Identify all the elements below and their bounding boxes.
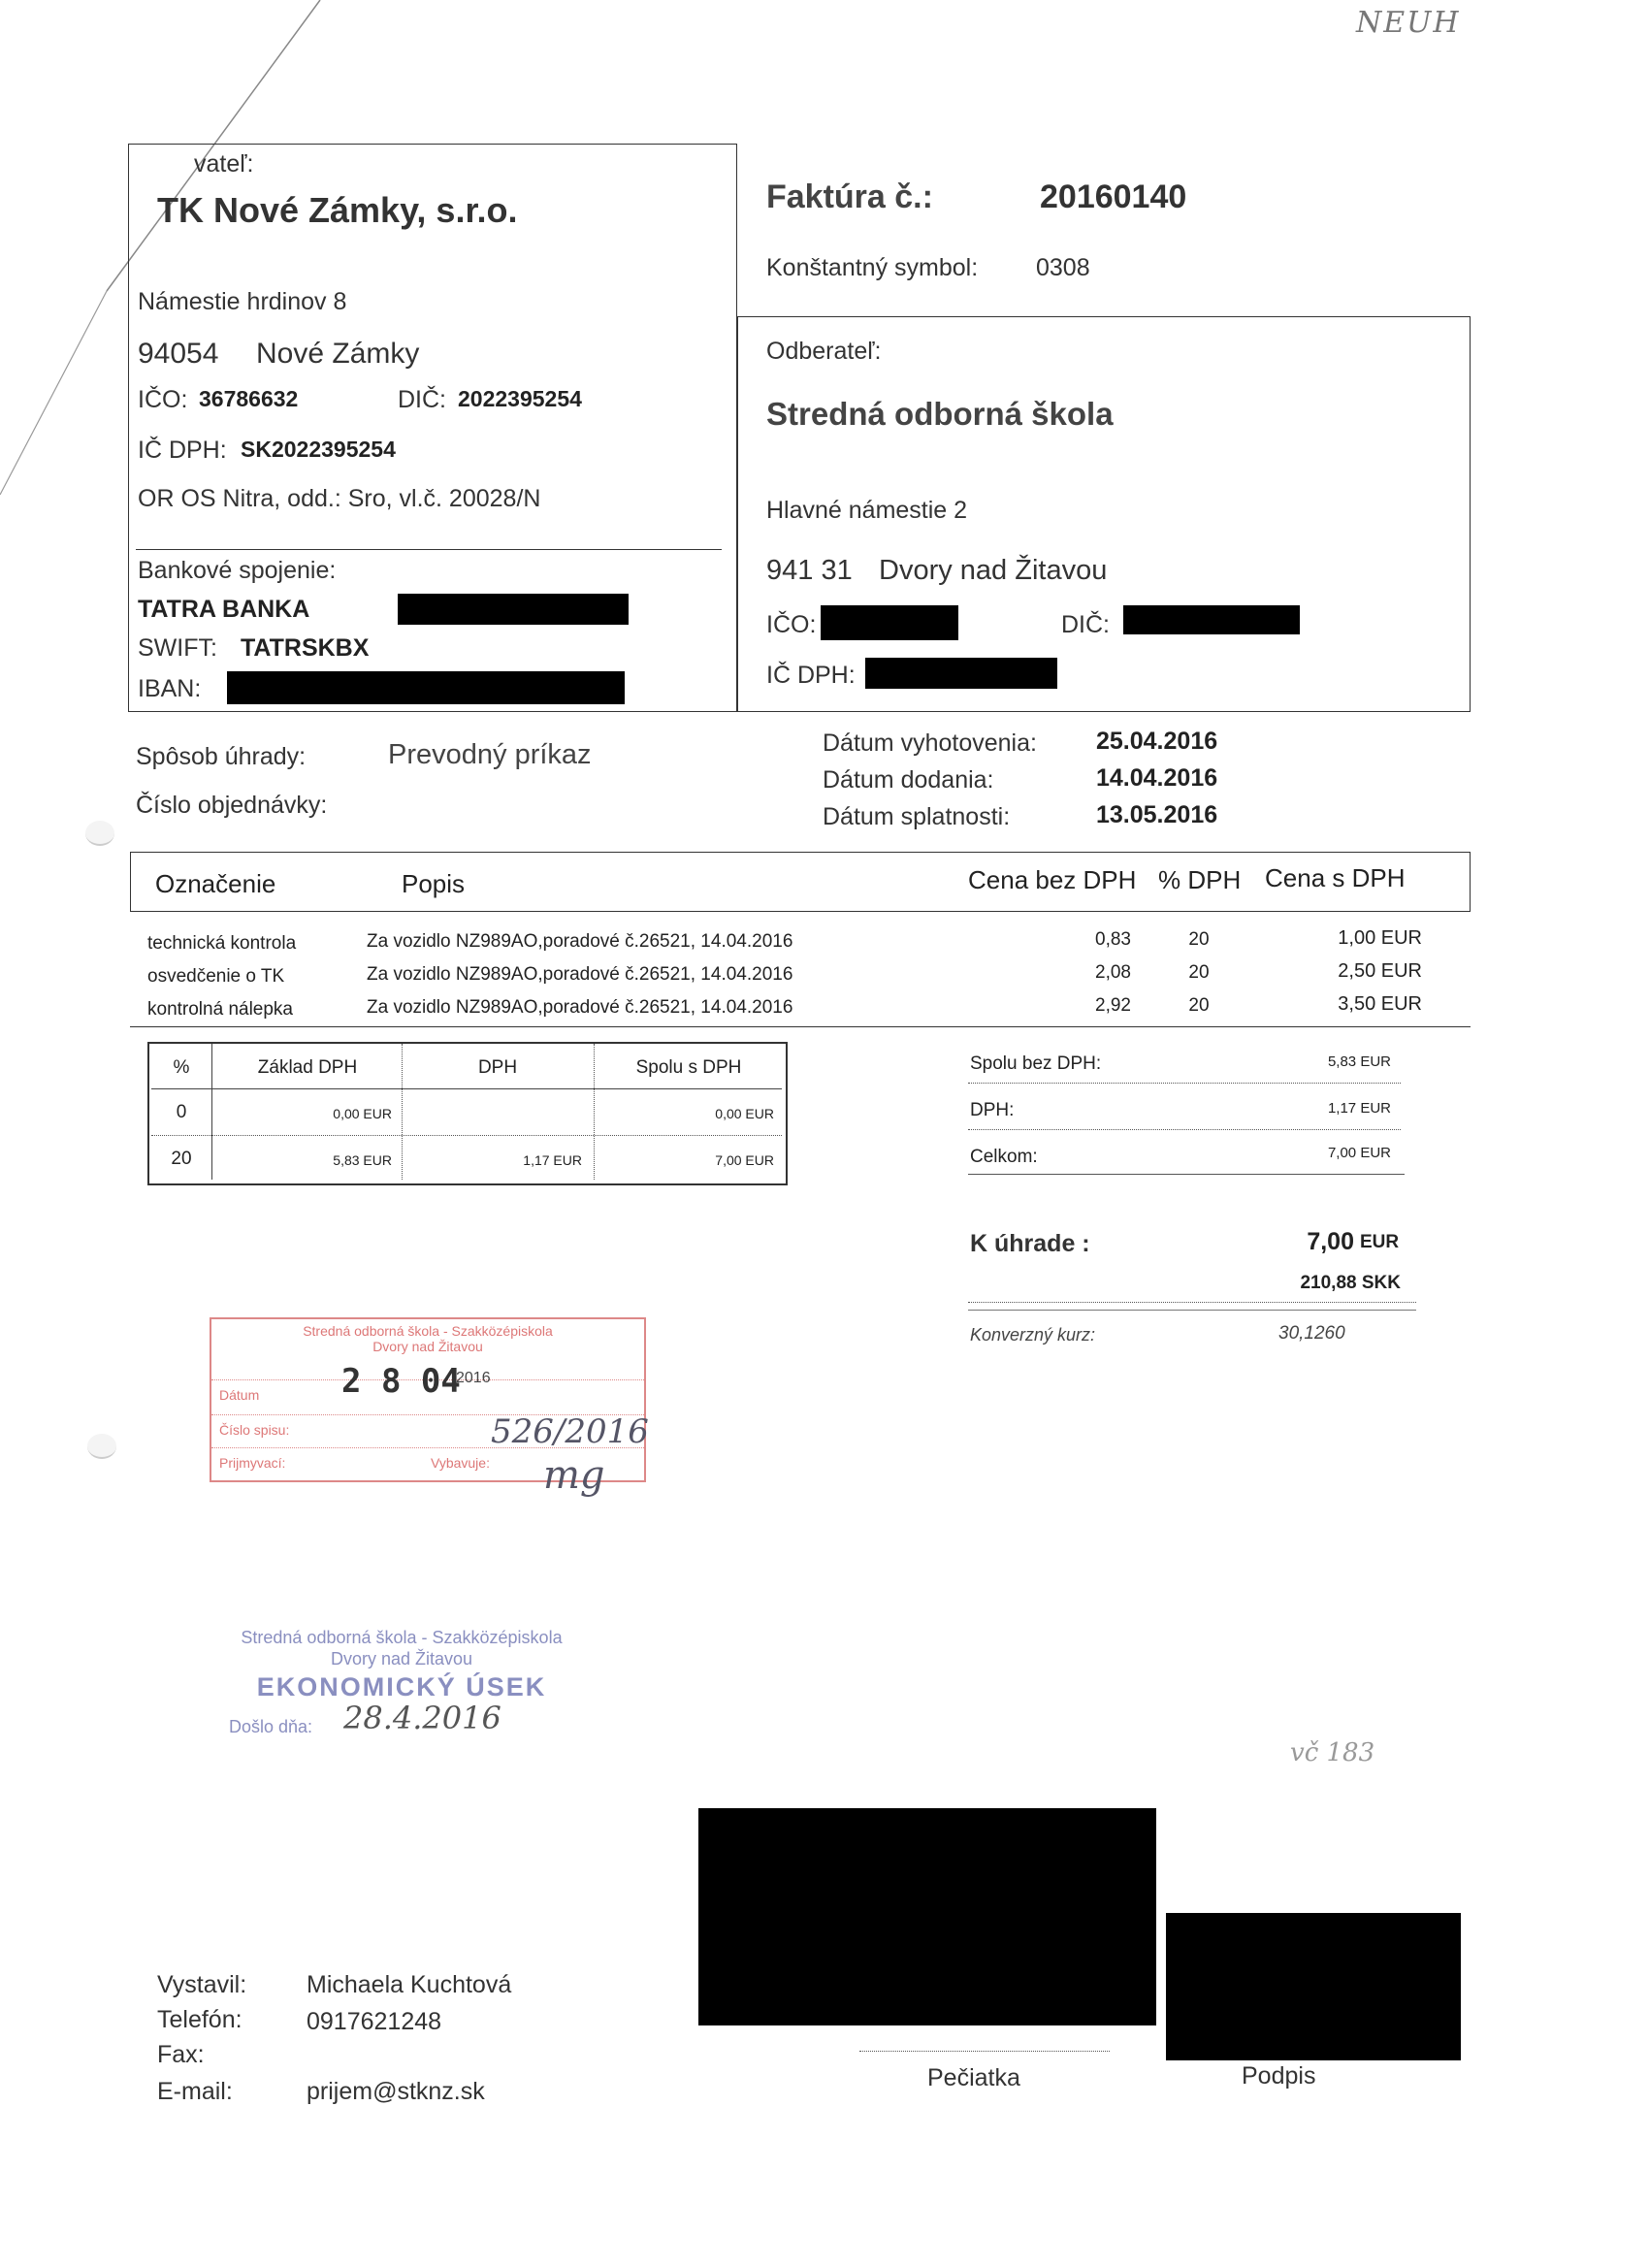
swift: TATRSKBX [241, 634, 370, 662]
swift-label: SWIFT: [138, 634, 217, 662]
received-stamp-line3: EKONOMICKÝ ÚSEK [256, 1672, 547, 1701]
items-header-net: Cena bez DPH [968, 865, 1137, 894]
issue-date: 25.04.2016 [1096, 728, 1218, 755]
supplier-icdph-label: IČ DPH: [138, 437, 227, 464]
customer-dic-redacted [1123, 605, 1300, 634]
items-header-code: Označenie [155, 869, 276, 898]
customer-name: Stredná odborná škola [766, 396, 1114, 432]
item-code: technická kontrola [147, 933, 297, 954]
skk-divider [968, 1302, 1416, 1303]
amount-due: 7,00 [1307, 1228, 1354, 1255]
registry-stamp-header: Stredná odborná škola - Szakközépiskola [303, 1323, 553, 1339]
invoice-number: 20160140 [1040, 178, 1187, 215]
fax-label: Fax: [157, 2041, 205, 2068]
iban-redacted [227, 671, 625, 704]
bank-name: TATRA BANKA [138, 596, 310, 623]
supplier-icdph: SK2022395254 [241, 437, 396, 462]
conversion-rate-label: Konverzný kurz: [970, 1325, 1096, 1345]
customer-icdph-redacted [865, 658, 1057, 689]
items-header-vat: % DPH [1158, 865, 1242, 894]
signature-label: Podpis [1242, 2062, 1316, 2090]
total: 7,00 EUR [1327, 1145, 1391, 1161]
registry-stamp-handles-label: Vybavuje: [431, 1455, 490, 1471]
item-gross: 3,50 EUR [1338, 993, 1422, 1015]
punch-hole [85, 821, 114, 846]
item-desc: Za vozidlo NZ989AO,poradové č.26521, 14.04.2016 [367, 964, 793, 985]
vat-row-vat: 1,17 EUR [523, 1152, 582, 1168]
total-label: Celkom: [970, 1147, 1038, 1167]
email: prijem@stknz.sk [307, 2078, 485, 2105]
total-net: 5,83 EUR [1327, 1053, 1391, 1070]
total-net-label: Spolu bez DPH: [970, 1053, 1102, 1074]
registry-stamp-received-label: Prijmyvací: [219, 1455, 286, 1471]
constant-symbol: 0308 [1036, 254, 1090, 281]
punch-hole [87, 1434, 116, 1459]
item-net: 2,92 [1095, 995, 1131, 1016]
item-vat: 20 [1188, 995, 1210, 1016]
delivery-date: 14.04.2016 [1096, 764, 1218, 792]
supplier-name: TK Nové Zámky, s.r.o. [157, 190, 518, 230]
skk-divider [968, 1310, 1416, 1311]
total-vat: 1,17 EUR [1327, 1100, 1391, 1117]
item-gross: 1,00 EUR [1338, 927, 1422, 949]
stamp-label: Pečiatka [927, 2064, 1020, 2091]
issue-date-label: Dátum vyhotovenia: [823, 729, 1037, 757]
customer-icdph-label: IČ DPH: [766, 662, 856, 689]
supplier-city: Nové Zámky [256, 338, 420, 370]
customer-zip: 941 31 [766, 555, 853, 586]
issued-by: Michaela Kuchtová [307, 1971, 512, 1998]
registry-stamp-date-label: Dátum [219, 1387, 260, 1403]
email-label: E-mail: [157, 2078, 233, 2105]
payment-method-label: Spôsob úhrady: [136, 743, 307, 770]
bank-label: Bankové spojenie: [138, 557, 337, 584]
totals-divider [968, 1129, 1401, 1130]
item-desc: Za vozidlo NZ989AO,poradové č.26521, 14.04.2016 [367, 997, 793, 1018]
items-bottom-line [130, 1026, 1471, 1027]
annotation-mid-right: vč 183 [1290, 1738, 1375, 1767]
received-stamp-date: 28.4.2016 [343, 1700, 501, 1736]
due-date-label: Dátum splatnosti: [823, 803, 1011, 830]
total-vat-label: DPH: [970, 1100, 1015, 1120]
customer-city: Dvory nad Žitavou [879, 555, 1108, 586]
stamp-line [859, 2051, 1110, 2052]
vat-header-vat: DPH [477, 1057, 518, 1078]
totals-line [968, 1174, 1405, 1175]
issued-by-label: Vystavil: [157, 1971, 247, 1998]
bank-account-redacted [398, 594, 629, 625]
vat-header-total: Spolu s DPH [635, 1057, 742, 1078]
vat-row-base: 5,83 EUR [333, 1152, 392, 1168]
vat-header-base: Základ DPH [257, 1057, 358, 1078]
supplier-ico-label: IČO: [138, 386, 188, 413]
customer-ico-label: IČO: [766, 611, 817, 638]
signature-redacted [1166, 1913, 1461, 2060]
phone-label: Telefón: [157, 2006, 242, 2033]
registry-stamp-date: 2 8 04 [341, 1362, 461, 1401]
iban-label: IBAN: [138, 675, 202, 702]
registry-stamp-header2: Dvory nad Žitavou [372, 1339, 483, 1354]
vat-row-percent: 20 [171, 1149, 192, 1169]
supplier-label: vateľ: [194, 150, 254, 178]
customer-ico-redacted [821, 605, 958, 640]
received-stamp-line1: Stredná odborná škola - Szakközépiskola [241, 1628, 563, 1647]
supplier-ico: 36786632 [199, 386, 299, 411]
item-gross: 2,50 EUR [1338, 960, 1422, 982]
delivery-date-label: Dátum dodania: [823, 766, 994, 794]
registry-stamp-file-label: Číslo spisu: [219, 1422, 290, 1438]
vat-row-total: 0,00 EUR [715, 1106, 774, 1121]
vat-table-col-line [402, 1044, 403, 1180]
customer-label: Odberateľ: [766, 338, 882, 365]
supplier-zip: 94054 [138, 338, 219, 370]
received-stamp-label: Došlo dňa: [229, 1717, 313, 1736]
vat-table-col-line [211, 1044, 212, 1180]
item-vat: 20 [1188, 929, 1210, 950]
amount-due-skk: 210,88 SKK [1300, 1273, 1401, 1293]
order-number-label: Číslo objednávky: [136, 792, 328, 819]
vat-table-row-line [151, 1135, 782, 1136]
vat-table-row-line [151, 1088, 782, 1089]
supplier-dic-label: DIČ: [398, 386, 446, 413]
conversion-rate: 30,1260 [1278, 1323, 1345, 1344]
payment-method: Prevodný príkaz [388, 739, 592, 770]
invoice-label: Faktúra č.: [766, 178, 933, 215]
constant-symbol-label: Konštantný symbol: [766, 254, 979, 281]
items-header-desc: Popis [402, 869, 466, 898]
registry-stamp-file-number: 526/2016 [491, 1412, 649, 1451]
vat-row-percent: 0 [176, 1102, 187, 1122]
supplier-divider [136, 549, 722, 550]
phone: 0917621248 [307, 2008, 442, 2035]
annotation-top-right: NEUH [1356, 6, 1461, 40]
customer-dic-label: DIČ: [1061, 611, 1110, 638]
registry-stamp-signature: mg [543, 1453, 605, 1498]
supplier-street: Námestie hrdinov 8 [138, 288, 347, 315]
item-desc: Za vozidlo NZ989AO,poradové č.26521, 14.04.2016 [367, 931, 793, 952]
item-code: osvedčenie o TK [147, 966, 285, 987]
vat-table-col-line [594, 1044, 595, 1180]
vat-row-total: 7,00 EUR [715, 1152, 774, 1168]
amount-due-label: K úhrade : [970, 1230, 1090, 1257]
vat-row-base: 0,00 EUR [333, 1106, 392, 1121]
vat-header-percent: % [173, 1057, 190, 1078]
item-net: 2,08 [1095, 962, 1131, 983]
stamp-redacted [698, 1808, 1156, 2025]
due-date: 13.05.2016 [1096, 801, 1218, 828]
customer-street: Hlavné námestie 2 [766, 497, 968, 524]
item-code: kontrolná nálepka [147, 999, 293, 1020]
received-stamp-line2: Dvory nad Žitavou [330, 1649, 473, 1669]
items-header-gross: Cena s DPH [1265, 863, 1406, 892]
item-vat: 20 [1188, 962, 1210, 983]
registry-stamp-date-suffix: 2016 [456, 1370, 491, 1386]
supplier-register: OR OS Nitra, odd.: Sro, vl.č. 20028/N [138, 485, 541, 512]
amount-due-currency: EUR [1360, 1232, 1400, 1252]
totals-divider [968, 1083, 1401, 1084]
supplier-dic: 2022395254 [458, 386, 582, 411]
item-net: 0,83 [1095, 929, 1131, 950]
